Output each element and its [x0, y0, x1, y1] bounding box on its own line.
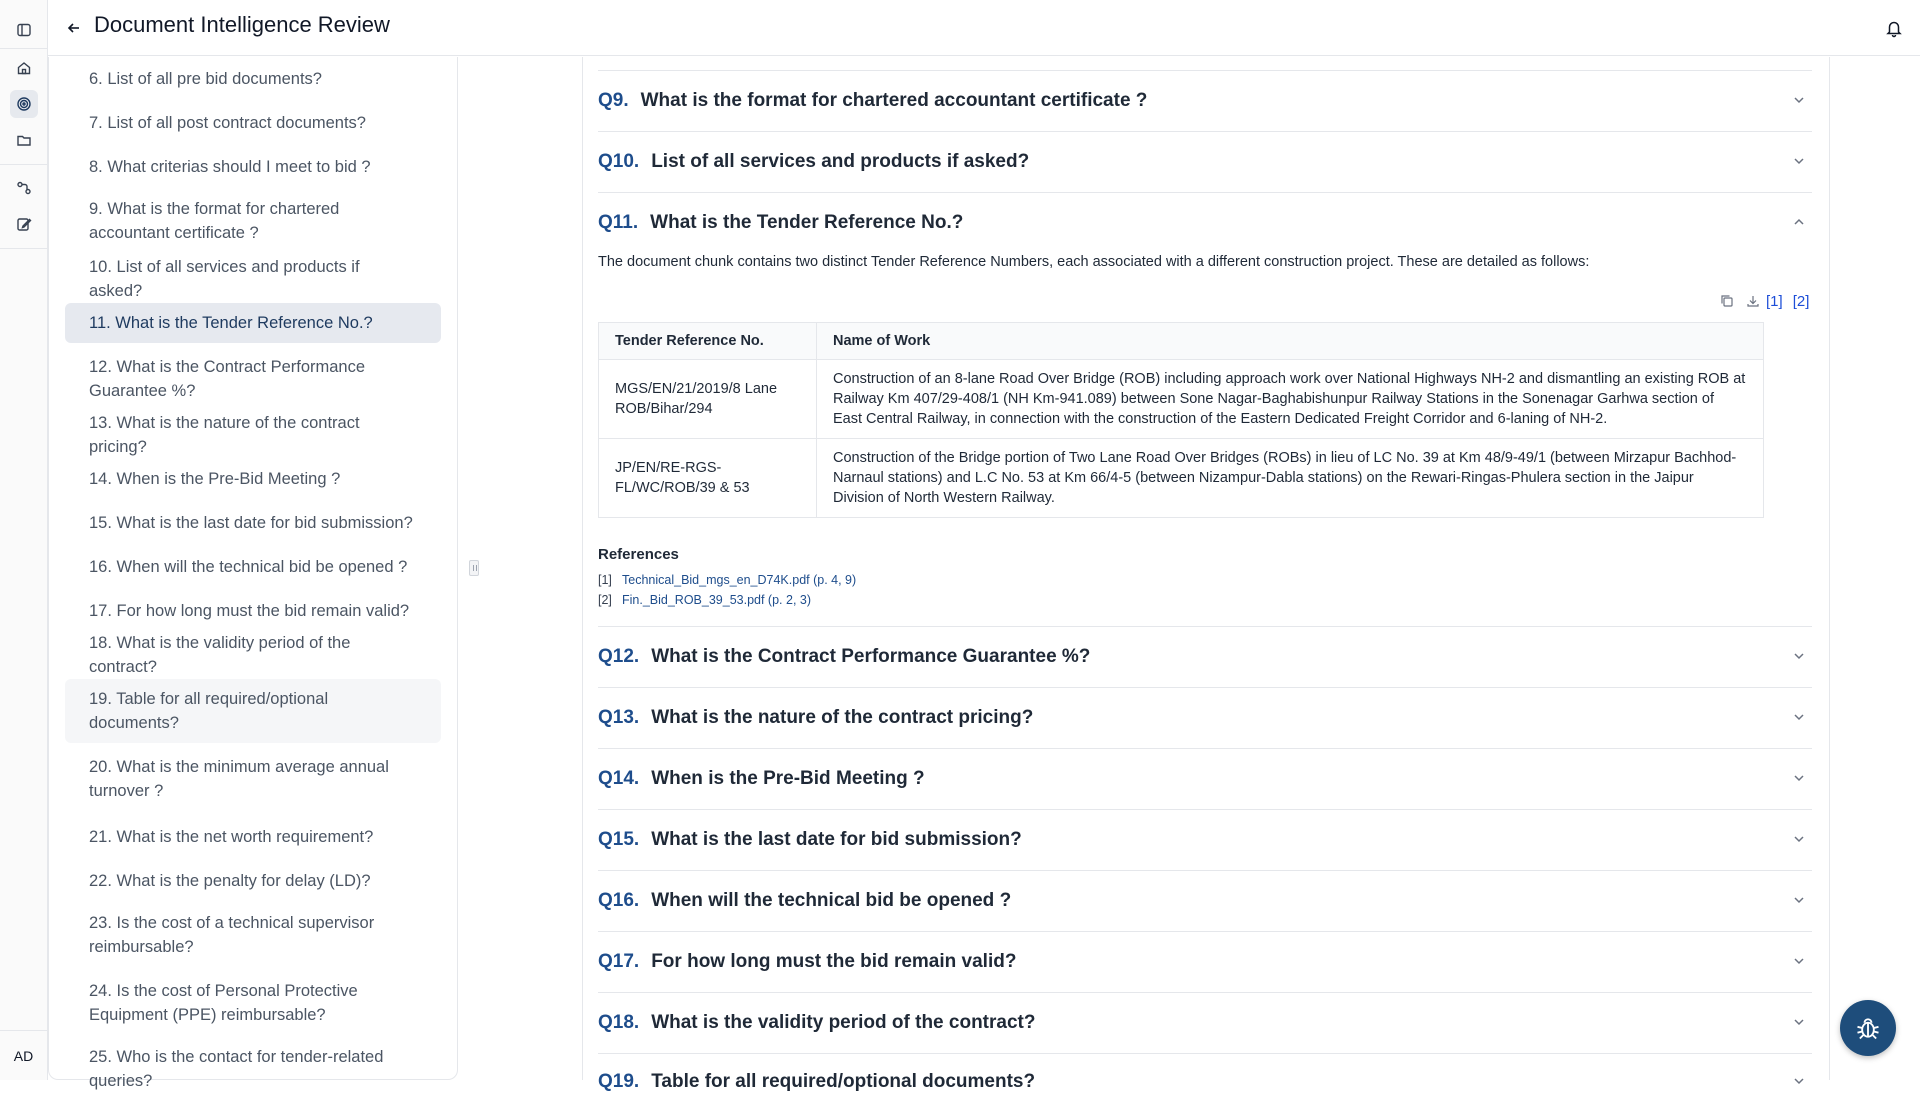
chevron-down-icon [1792, 832, 1806, 846]
target-icon[interactable] [10, 90, 38, 118]
download-icon[interactable] [1744, 292, 1762, 310]
question-list-panel [48, 57, 458, 1090]
table-cell: Construction of an 8-lane Road Over Bridge (ROB) including approach work over National Highways NH-2 and dismantling an existing ROB at Railway Km 407/29-408/1 (NH Km-941.089) between Sone Nagar-Baghabishunpur Railway Stations in the Sonenagar Garhwa section of East Central Railway, in connection with the construction of the Eastern Dedicated Freight Corridor and 6-laning of NH-2. [817, 360, 1764, 439]
accordion-divider [598, 70, 1812, 71]
reference-link[interactable]: Fin._Bid_ROB_39_53.pdf (p. 2, 3) [622, 593, 812, 607]
question-item[interactable]: 25. Who is the contact for tender-related queries? [89, 1048, 384, 1090]
question-item[interactable]: 22. What is the penalty for delay (LD)? [89, 872, 371, 890]
accordion-header[interactable]: Q15. What is the last date for bid submission? [598, 828, 1812, 852]
accordion-header[interactable]: Q19. Table for all required/optional documents? [598, 1070, 1812, 1094]
sidebar-toggle-icon[interactable] [10, 16, 38, 44]
accordion-header[interactable]: Q12. What is the Contract Performance Guarantee %? [598, 645, 1812, 669]
reference-item: [1] Technical_Bid_mgs_en_D74K.pdf (p. 4, 9) [598, 573, 857, 587]
accordion-header-expanded[interactable]: Q11. What is the Tender Reference No.? [598, 211, 1812, 235]
chevron-down-icon [1792, 93, 1806, 107]
answer-intro: The document chunk contains two distinct Tender Reference Numbers, each associated with a different construction project. These are detailed as follows: [598, 254, 1590, 270]
avatar[interactable]: AD [0, 1030, 47, 1080]
accordion-header[interactable]: Q13. What is the nature of the contract pricing? [598, 706, 1812, 730]
reference-item: [2] Fin._Bid_ROB_39_53.pdf (p. 2, 3) [598, 593, 812, 607]
accordion-divider [598, 870, 1812, 871]
accordion-header[interactable]: Q14. When is the Pre-Bid Meeting ? [598, 767, 1812, 791]
question-item[interactable]: 7. List of all post contract documents? [89, 114, 366, 132]
app-header [48, 0, 1920, 56]
accordion-divider [598, 809, 1812, 810]
table-header: Name of Work [817, 323, 1764, 360]
content-border-left [582, 57, 583, 1080]
table-cell: JP/EN/RE-RGS-FL/WC/ROB/39 & 53 [599, 439, 817, 518]
accordion-divider [598, 626, 1812, 627]
question-item[interactable]: 12. What is the Contract Performance Guarantee %? [89, 358, 366, 400]
content-border-right [1829, 57, 1830, 1080]
chevron-down-icon [1792, 1015, 1806, 1029]
chevron-up-icon [1792, 215, 1806, 229]
accordion-divider [598, 931, 1812, 932]
accordion-divider [598, 192, 1812, 193]
accordion-divider [598, 1053, 1812, 1054]
back-arrow-icon[interactable] [62, 16, 86, 40]
bug-icon [1854, 1014, 1882, 1042]
folder-icon[interactable] [10, 126, 38, 154]
question-item[interactable]: 9. What is the format for chartered accountant certificate ? [89, 200, 340, 242]
question-item[interactable]: 18. What is the validity period of the contract? [89, 634, 351, 676]
tender-reference-table [598, 322, 1764, 518]
answer-tools [1718, 290, 1809, 312]
accordion-header[interactable]: Q18. What is the validity period of the contract? [598, 1011, 1812, 1035]
accordion-divider [598, 131, 1812, 132]
accordion-header[interactable]: Q17. For how long must the bid remain valid? [598, 950, 1812, 974]
accordion-divider [598, 992, 1812, 993]
question-item[interactable]: 16. When will the technical bid be opened ? [89, 558, 408, 576]
accordion-divider [598, 687, 1812, 688]
citation-link[interactable]: [1] [1766, 292, 1783, 310]
nav-rail [0, 0, 48, 1080]
question-item[interactable]: 8. What criterias should I meet to bid ? [89, 158, 371, 176]
question-item[interactable]: 15. What is the last date for bid submission? [89, 514, 413, 532]
chevron-down-icon [1792, 710, 1806, 724]
citation-link[interactable]: [2] [1792, 292, 1810, 310]
question-item-active[interactable]: 11. What is the Tender Reference No.? [65, 303, 441, 343]
bug-report-button[interactable] [1840, 1000, 1896, 1056]
table-row [599, 360, 1764, 439]
question-item[interactable]: 23. Is the cost of a technical supervisor reimbursable? [89, 914, 375, 956]
question-item[interactable]: 19. Table for all required/optional documents? [65, 679, 441, 743]
chevron-down-icon [1792, 893, 1806, 907]
accordion-header[interactable]: Q16. When will the technical bid be opened ? [598, 889, 1812, 913]
accordion-header[interactable]: Q9. What is the format for chartered accountant certificate ? [598, 89, 1812, 113]
table-header: Tender Reference No. [599, 323, 817, 360]
reference-link[interactable]: Technical_Bid_mgs_en_D74K.pdf (p. 4, 9) [622, 573, 857, 587]
panel-resize-handle[interactable] [469, 560, 479, 576]
chevron-down-icon [1792, 154, 1806, 168]
page-title: Document Intelligence Review [94, 12, 390, 37]
accordion-divider [598, 748, 1812, 749]
chevron-down-icon [1792, 771, 1806, 785]
question-item[interactable]: 10. List of all services and products if asked? [89, 258, 360, 300]
copy-icon[interactable] [1718, 292, 1736, 310]
question-item[interactable]: 14. When is the Pre-Bid Meeting ? [89, 470, 341, 488]
question-item[interactable]: 20. What is the minimum average annual turnover ? [89, 758, 389, 800]
chevron-down-icon [1792, 1074, 1806, 1088]
references-title: References [598, 546, 679, 563]
chevron-down-icon [1792, 649, 1806, 663]
chevron-down-icon [1792, 954, 1806, 968]
table-cell: Construction of the Bridge portion of Two Lane Road Over Bridges (ROBs) in lieu of LC No. 39 at Km 48/9-49/1 (between Mirzapur Bachhod-Narnaul stations) and L.C No. 53 at Km 66/4-5 (between Nizampur-Dabla stations) on the Rewari-Ringas-Phulera section in the Jaipur Division of North Western Railway. [817, 439, 1764, 518]
accordion-header[interactable]: Q10. List of all services and products if asked? [598, 150, 1812, 174]
question-item[interactable]: 17. For how long must the bid remain valid? [89, 602, 410, 620]
question-item[interactable]: 13. What is the nature of the contract pricing? [89, 414, 360, 456]
table-cell: MGS/EN/21/2019/8 Lane ROB/Bihar/294 [599, 360, 817, 439]
notification-bell-icon[interactable] [1882, 16, 1906, 40]
home-icon[interactable] [10, 54, 38, 82]
question-item[interactable]: 21. What is the net worth requirement? [89, 828, 374, 846]
table-row [599, 439, 1764, 518]
workflow-icon[interactable] [10, 174, 38, 202]
question-item[interactable]: 6. List of all pre bid documents? [89, 70, 322, 88]
edit-icon[interactable] [10, 210, 38, 238]
question-item[interactable]: 24. Is the cost of Personal Protective Equipment (PPE) reimbursable? [89, 982, 358, 1024]
